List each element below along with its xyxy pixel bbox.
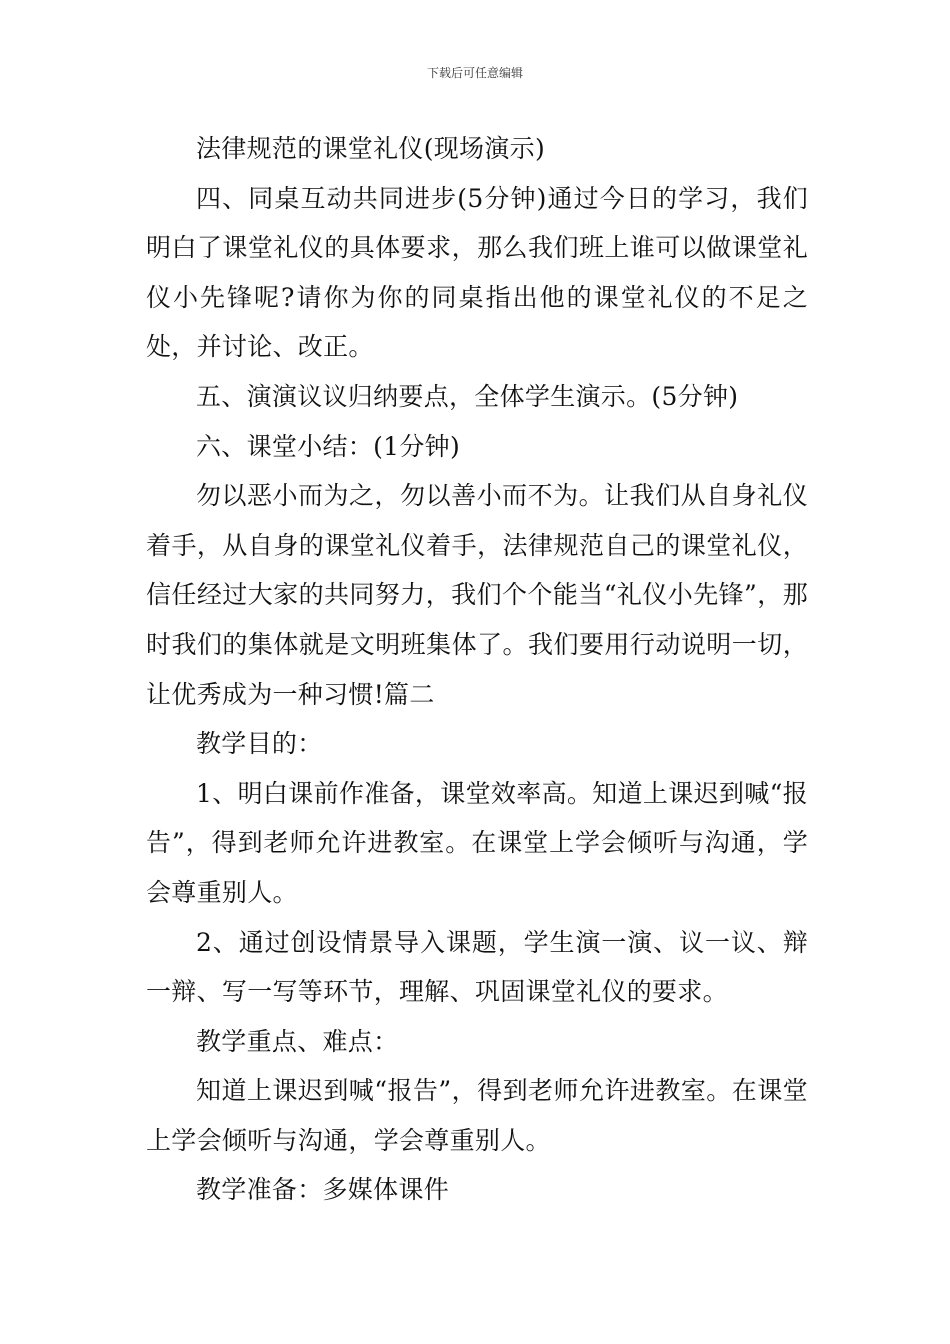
paragraph: 2、通过创设情景导入课题，学生演一演、议一议、辩一辩、写一写等环节，理解、巩固课堂礼仪的要求。 — [146, 927, 808, 1007]
page-header: 下载后可任意编辑 — [426, 66, 523, 80]
document-body — [146, 124, 808, 1215]
paragraph: 知道上课迟到喊“报告”，得到老师允许进教室。在课堂上学会倾听与沟通，学会尊重别人。 — [146, 1076, 808, 1155]
paragraph: 教学准备：多媒体课件 — [196, 1175, 450, 1205]
paragraph: 1、明白课前作准备，课堂效率高。知道上课迟到喊“报告”，得到老师允许进教室。在课堂上学会倾听与沟通，学会尊重别人。 — [146, 778, 808, 907]
paragraph: 勿以恶小而为之，勿以善小而不为。让我们从自身礼仪着手，从自身的课堂礼仪着手，法律规范自己的课堂礼仪，信任经过大家的共同努力，我们个个能当“礼仪小先锋”，那时我们的集体就是文明班集体了。我们要用行动说明一切，让优秀成为一种习惯!篇二 — [146, 481, 808, 709]
paragraph: 教学目的： — [196, 729, 323, 759]
paragraph: 六、课堂小结：(1分钟) — [196, 431, 461, 461]
paragraph: 法律规范的课堂礼仪(现场演示) — [196, 134, 546, 163]
paragraph: 四、同桌互动共同进步(5分钟)通过今日的学习，我们明白了课堂礼仪的具体要求，那么我们班上谁可以做课堂礼仪小先锋呢?请你为你的同桌指出他的课堂礼仪的不足之处，并讨论、改正。 — [146, 183, 808, 362]
paragraph: 教学重点、难点： — [196, 1026, 399, 1056]
paragraph: 五、演演议议归纳要点，全体学生演示。(5分钟) — [196, 381, 739, 411]
